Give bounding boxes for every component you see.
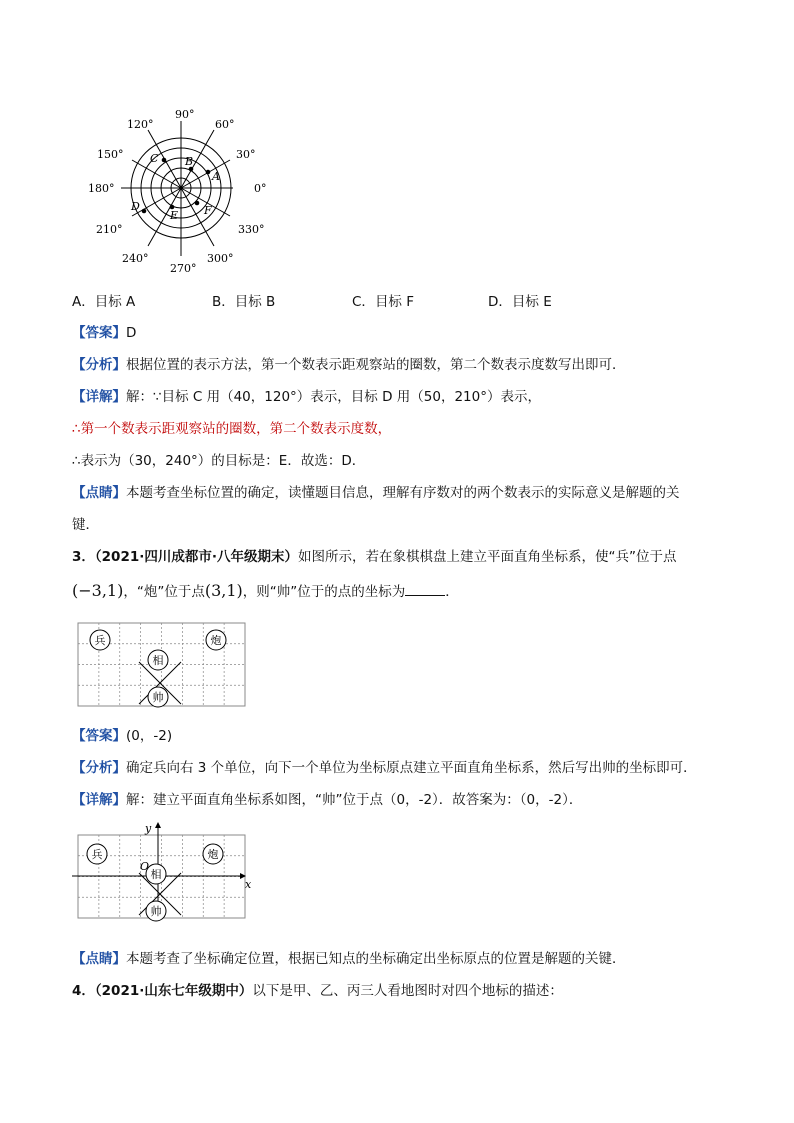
angle-label-180: 180° (88, 182, 115, 195)
q3-answer: 【答案】(0，-2) (72, 728, 173, 744)
axes-piece-shuai: 帅 (150, 905, 162, 918)
q3-stem-line2: (−3,1)，“炮”位于点(3,1)，则“帅”位于的点的坐标为 ． (72, 581, 459, 600)
q2-detail: 【详解】解：∵目标 C 用（40，120°）表示，目标 D 用（50，210°）表示， (72, 389, 541, 405)
point-d-dot (142, 209, 147, 214)
option-b: B．目标 B (212, 294, 276, 310)
chessboard-axes-figure (68, 818, 254, 922)
option-d: D．目标 E (488, 294, 552, 310)
x-axis-label: x (245, 878, 252, 891)
origin-label: O (140, 860, 150, 873)
point-a-dot (206, 170, 211, 175)
point-d-label: D (131, 200, 140, 213)
q2-comment: 【点睛】本题考查坐标位置的确定，读懂题目信息，理解有序数对的两个数表示的实际意义是解题的关 (72, 485, 680, 501)
point-f-label: F (204, 204, 212, 217)
piece-shuai: 帅 (152, 691, 164, 704)
axes-piece-bing: 兵 (91, 848, 103, 861)
option-a: A．目标 A (72, 294, 136, 310)
point-e-label: E (170, 209, 179, 222)
angle-label-210: 210° (96, 223, 123, 236)
y-axis-label: y (145, 822, 152, 835)
polar-target-diagram (70, 100, 280, 280)
angle-label-120: 120° (127, 118, 154, 131)
q4-stem: 4．（2021·山东七年级期中）以下是甲、乙、丙三人看地图时对四个地标的描述： (72, 983, 563, 999)
q2-result: ∴表示为（30，240°）的目标是：E．故选：D． (72, 453, 366, 469)
point-b-label: B (185, 155, 194, 168)
y-axis-arrow (155, 822, 161, 828)
point-a-label: A (212, 170, 220, 183)
answer-blank (405, 581, 445, 596)
angle-label-150: 150° (97, 148, 124, 161)
point-c-label: C (150, 152, 159, 165)
q2-answer: 【答案】D (72, 325, 137, 341)
point-c-dot (162, 158, 167, 163)
q3-stem-line1: 3．（2021·四川成都市·八年级期末）如图所示，若在象棋棋盘上建立平面直角坐标系，使“兵”位于点 (72, 549, 677, 565)
q2-comment-cont: 键． (72, 517, 99, 533)
angle-label-60: 60° (215, 118, 235, 131)
q2-analysis: 【分析】根据位置的表示方法，第一个数表示距观察站的圈数，第二个数表示度数写出即可． (72, 357, 626, 373)
chessboard-figure (74, 618, 254, 710)
piece-pao: 炮 (210, 634, 222, 647)
q3-comment: 【点睛】本题考查了坐标确定位置，根据已知点的坐标确定出坐标原点的位置是解题的关键． (72, 951, 626, 967)
axes-piece-xiang: 相 (150, 868, 162, 881)
option-c: C．目标 F (352, 294, 414, 310)
angle-label-300: 300° (207, 252, 234, 265)
q3-analysis: 【分析】确定兵向右 3 个单位，向下一个单位为坐标原点建立平面直角坐标系，然后写出帅的坐标即可． (72, 760, 697, 776)
angle-label-90: 90° (175, 108, 195, 121)
angle-rays (121, 121, 233, 256)
point-f-dot (195, 201, 200, 206)
q3-detail: 【详解】解：建立平面直角坐标系如图，“帅”位于点（0，-2）．故答案为：（0，-2）． (72, 792, 583, 808)
piece-bing: 兵 (94, 634, 106, 647)
angle-label-0: 0° (254, 182, 267, 195)
angle-label-330: 330° (238, 223, 265, 236)
q2-step-red: ∴第一个数表示距观察站的圈数，第二个数表示度数， (72, 421, 392, 437)
angle-label-240: 240° (122, 252, 149, 265)
angle-label-270: 270° (170, 262, 197, 275)
piece-xiang: 相 (152, 654, 164, 667)
axes-piece-pao: 炮 (207, 848, 219, 861)
angle-label-30: 30° (236, 148, 256, 161)
